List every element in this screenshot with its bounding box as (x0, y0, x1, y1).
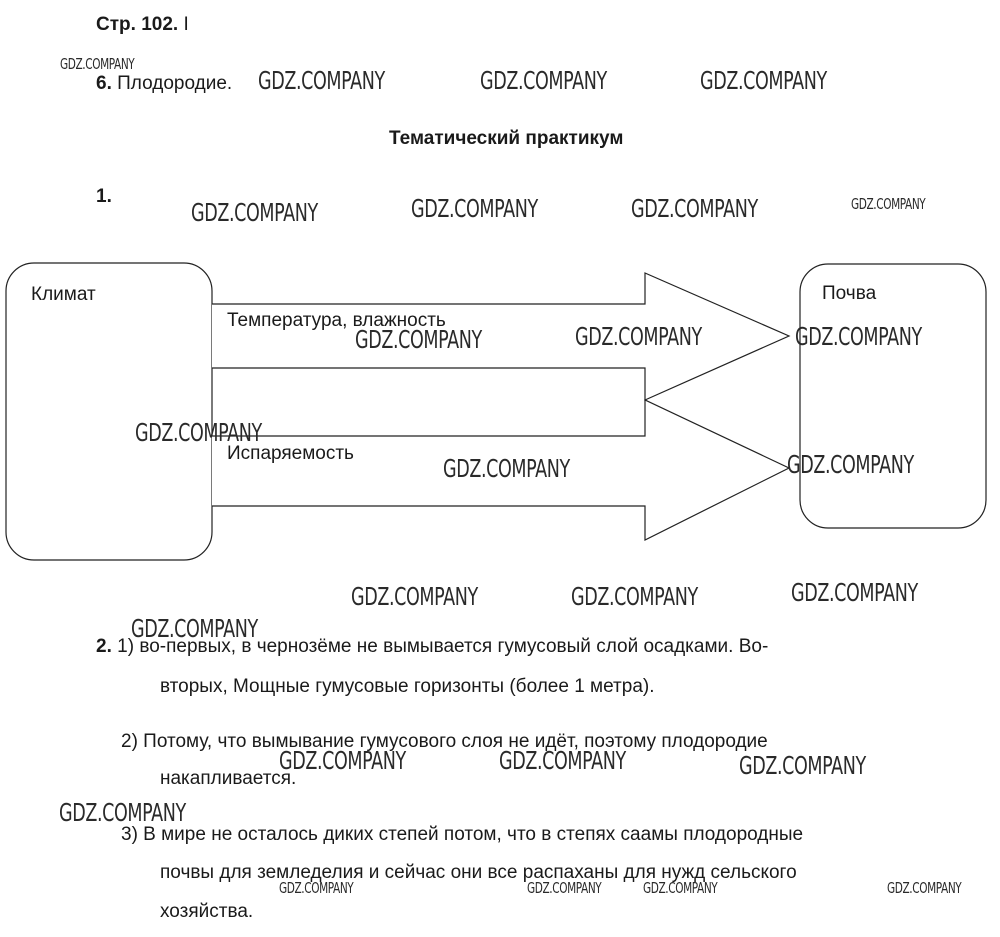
watermark: GDZ.COMPANY (795, 322, 922, 351)
watermark: GDZ.COMPANY (443, 454, 570, 483)
watermark: GDZ.COMPANY (411, 194, 538, 223)
item-6 (96, 73, 232, 95)
item-6-text: Плодородие. (117, 73, 233, 94)
watermark: GDZ.COMPANY (351, 582, 478, 611)
watermark: GDZ.COMPANY (643, 879, 718, 897)
watermark: GDZ.COMPANY (527, 879, 602, 897)
task-2-para-3-line-3: хозяйства. (160, 901, 254, 922)
watermark: GDZ.COMPANY (59, 798, 186, 827)
watermark: GDZ.COMPANY (279, 879, 354, 897)
task-2-para-1-line-2: вторых, Мощные гумусовые горизонты (более 1 метра). (160, 676, 655, 697)
watermark: GDZ.COMPANY (60, 55, 135, 73)
arrow-bottom-label: Испаряемость (227, 443, 354, 464)
soil-label: Почва (822, 283, 877, 304)
watermark: GDZ.COMPANY (700, 66, 827, 95)
watermark: GDZ.COMPANY (135, 418, 262, 447)
task-2-para-2-line-2: накапливается. (160, 768, 297, 789)
arrow-top-label: Температура, влажность (227, 310, 446, 331)
task-2-para-1-line-1: 2. 1) во-первых, в чернозёме не вымывается гумусовый слой осадками. Во- (96, 636, 769, 657)
climate-box (6, 263, 212, 560)
watermark: GDZ.COMPANY (499, 746, 626, 775)
page-reference: Стр. 102. I (96, 14, 189, 35)
watermark: GDZ.COMPANY (575, 322, 702, 351)
task-1-number: 1. (96, 186, 112, 207)
task-2-para-2-line-1: 2) Потому, что вымывание гумусового слоя не идёт, поэтому плодородие (121, 731, 768, 752)
watermark: GDZ.COMPANY (355, 325, 482, 354)
item-6-number: 6. (96, 73, 112, 94)
climate-label: Климат (31, 284, 96, 305)
watermark: GDZ.COMPANY (631, 194, 758, 223)
watermark: GDZ.COMPANY (851, 195, 926, 213)
task-2-number: 2. (96, 636, 112, 657)
watermark: GDZ.COMPANY (739, 751, 866, 780)
watermark: GDZ.COMPANY (131, 614, 258, 643)
watermark: GDZ.COMPANY (480, 66, 607, 95)
watermark: GDZ.COMPANY (258, 66, 385, 95)
task-2-para-3-line-1: 3) В мире не осталось диких степей потом, что в степях саамы плодородные (121, 824, 804, 845)
watermark: GDZ.COMPANY (787, 450, 914, 479)
task-2-para-3-line-2: почвы для земледелия и сейчас они все распаханы для нужд сельского (160, 862, 797, 883)
watermark: GDZ.COMPANY (887, 879, 962, 897)
watermark: GDZ.COMPANY (571, 582, 698, 611)
section-title: Тематический практикум (389, 128, 624, 149)
watermark: GDZ.COMPANY (191, 198, 318, 227)
watermark: GDZ.COMPANY (279, 746, 406, 775)
watermark: GDZ.COMPANY (791, 578, 918, 607)
arrow-temperature-humidity (212, 273, 789, 400)
